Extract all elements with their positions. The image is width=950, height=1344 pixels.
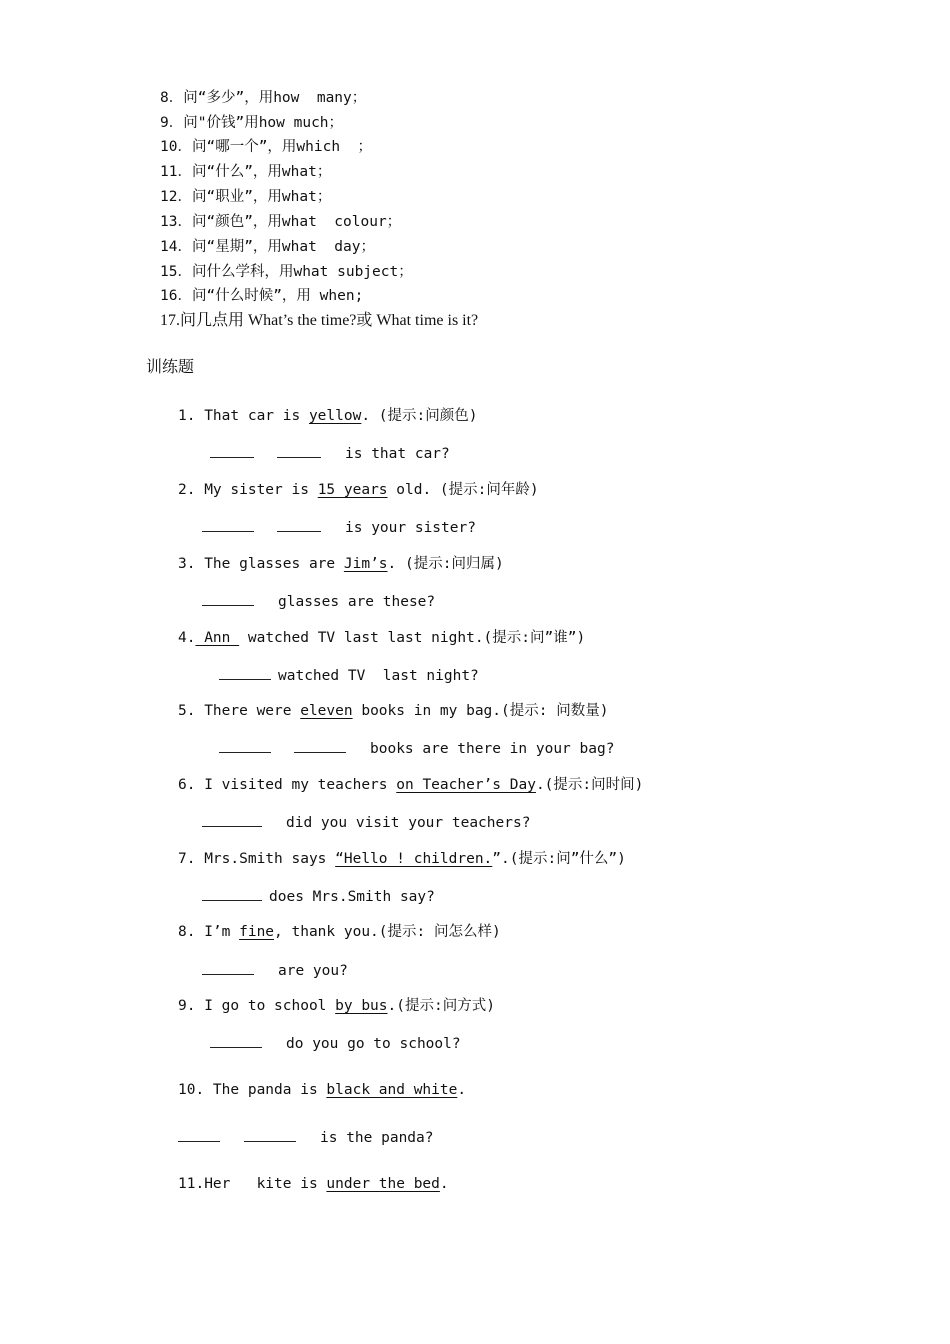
rule-text: 问"价钱”用how much； (183, 115, 344, 131)
underlined-answer: Jim’s (343, 556, 388, 572)
question-text: 4. (178, 630, 196, 646)
rule-item (160, 113, 343, 133)
rule-item (160, 88, 366, 108)
question-hint: . (提示:问归属) (387, 556, 504, 572)
question-text: 7. Mrs.Smith says (178, 851, 336, 867)
question-text: 6. I visited my teachers (178, 777, 397, 793)
exercise-question (178, 406, 478, 426)
rule-text: 问“什么”，用what； (191, 164, 332, 180)
rule-text: 问什么学科，用what subject； (191, 264, 413, 280)
answer-blank[interactable] (178, 1127, 220, 1142)
exercise-question (178, 701, 608, 721)
rule-item (160, 187, 331, 207)
rule-number: 13． (160, 214, 192, 230)
answer-blank[interactable] (210, 443, 254, 458)
rule-number: 16． (160, 288, 192, 304)
answer-line (210, 1033, 461, 1054)
answer-text: watched TV last night? (278, 668, 479, 684)
exercise-question (178, 996, 495, 1016)
question-text: 2. My sister is (178, 482, 318, 498)
answer-line (202, 886, 435, 907)
rule-text: 问“颜色”，用what colour； (191, 214, 402, 230)
underlined-answer: yellow (308, 408, 362, 424)
question-text: 1. That car is (178, 408, 309, 424)
rule-number: 17. (160, 312, 180, 329)
underlined-answer: by bus (335, 998, 388, 1014)
answer-blank[interactable] (202, 812, 262, 827)
underlined-answer: Ann (195, 630, 240, 646)
answer-blank[interactable] (202, 517, 254, 532)
answer-line (202, 591, 435, 612)
question-hint: . (457, 1082, 467, 1098)
rule-number: 12． (160, 189, 192, 205)
rule-text: 问“星期”，用what day； (191, 239, 375, 255)
rule-number: 8． (160, 90, 184, 106)
question-text: 5. There were (178, 703, 301, 719)
question-text: 11.Her kite is (178, 1176, 327, 1192)
answer-line (202, 517, 476, 538)
rule-item (160, 262, 413, 282)
answer-text: books are there in your bag? (370, 741, 615, 757)
rule-text: 问“哪一个”，用which ； (191, 139, 373, 155)
answer-blank[interactable] (202, 886, 262, 901)
exercise-question (178, 775, 643, 795)
underlined-answer: “Hello ! children. (335, 851, 493, 867)
answer-line (219, 665, 479, 686)
rule-text: 问“职业”，用what； (191, 189, 332, 205)
rule-text: 问“什么时候”，用 when; (191, 288, 364, 304)
question-text: 9. I go to school (178, 998, 336, 1014)
answer-text: is your sister? (345, 520, 476, 536)
answer-blank[interactable] (210, 1033, 262, 1048)
answer-blank[interactable] (219, 665, 271, 680)
answer-text: are you? (278, 963, 348, 979)
answer-text: does Mrs.Smith say? (269, 889, 435, 905)
exercise-question (178, 922, 501, 942)
answer-text: did you visit your teachers? (286, 815, 531, 831)
underlined-answer: fine (239, 924, 275, 940)
rule-item (160, 237, 375, 257)
underlined-answer: under the bed (326, 1176, 440, 1192)
rule-text: 问几点用 What’s the time?或 What time is it? (180, 312, 479, 329)
question-text: 10. The panda is (178, 1082, 327, 1098)
answer-blank[interactable] (244, 1127, 296, 1142)
rule-number: 11． (160, 164, 192, 180)
underlined-answer: eleven (300, 703, 353, 719)
answer-blank[interactable] (219, 738, 271, 753)
answer-line (202, 960, 348, 981)
question-hint: .(提示:问时间) (535, 777, 644, 793)
answer-blank[interactable] (277, 517, 321, 532)
rule-item (160, 212, 401, 232)
question-hint: watched TV last last night.(提示:问”谁”) (239, 630, 586, 646)
exercise-question (178, 480, 539, 500)
answer-line (178, 1127, 434, 1148)
question-hint: .(提示:问方式) (387, 998, 495, 1014)
answer-blank[interactable] (277, 443, 321, 458)
rule-item (160, 162, 331, 182)
section-title: 训练题 (146, 359, 195, 376)
exercise-question (178, 849, 626, 869)
rule-number: 9． (160, 115, 184, 131)
rule-number: 14． (160, 239, 192, 255)
underlined-answer: black and white (326, 1082, 458, 1098)
question-text: 8. I’m (178, 924, 240, 940)
answer-blank[interactable] (202, 960, 254, 975)
question-hint: books in my bag.(提示: 问数量) (352, 703, 609, 719)
exercise-question (178, 628, 585, 648)
answer-line (219, 738, 614, 759)
answer-line (202, 812, 530, 833)
question-hint: . (提示:问颜色) (361, 408, 478, 424)
rule-item (160, 286, 363, 306)
rule-number: 10． (160, 139, 192, 155)
question-hint: ”.(提示:问”什么”) (492, 851, 626, 867)
rule-item (160, 311, 478, 331)
answer-text: is the panda? (320, 1130, 434, 1146)
exercise-question (178, 1080, 466, 1100)
answer-blank[interactable] (294, 738, 346, 753)
rule-text: 问“多少”，用how many； (183, 90, 367, 106)
question-hint: , thank you.(提示: 问怎么样) (274, 924, 501, 940)
question-text: 3. The glasses are (178, 556, 344, 572)
answer-text: do you go to school? (286, 1036, 461, 1052)
rule-number: 15． (160, 264, 192, 280)
underlined-answer: 15 years (317, 482, 388, 498)
exercise-question (178, 554, 504, 574)
answer-blank[interactable] (202, 591, 254, 606)
rule-item (160, 137, 372, 157)
answer-text: is that car? (345, 446, 450, 462)
answer-line (210, 443, 450, 464)
exercise-question (178, 1174, 449, 1194)
question-hint: old. (提示:问年龄) (387, 482, 539, 498)
question-hint: . (439, 1176, 449, 1192)
underlined-answer: on Teacher’s Day (396, 777, 536, 793)
answer-text: glasses are these? (278, 594, 436, 610)
